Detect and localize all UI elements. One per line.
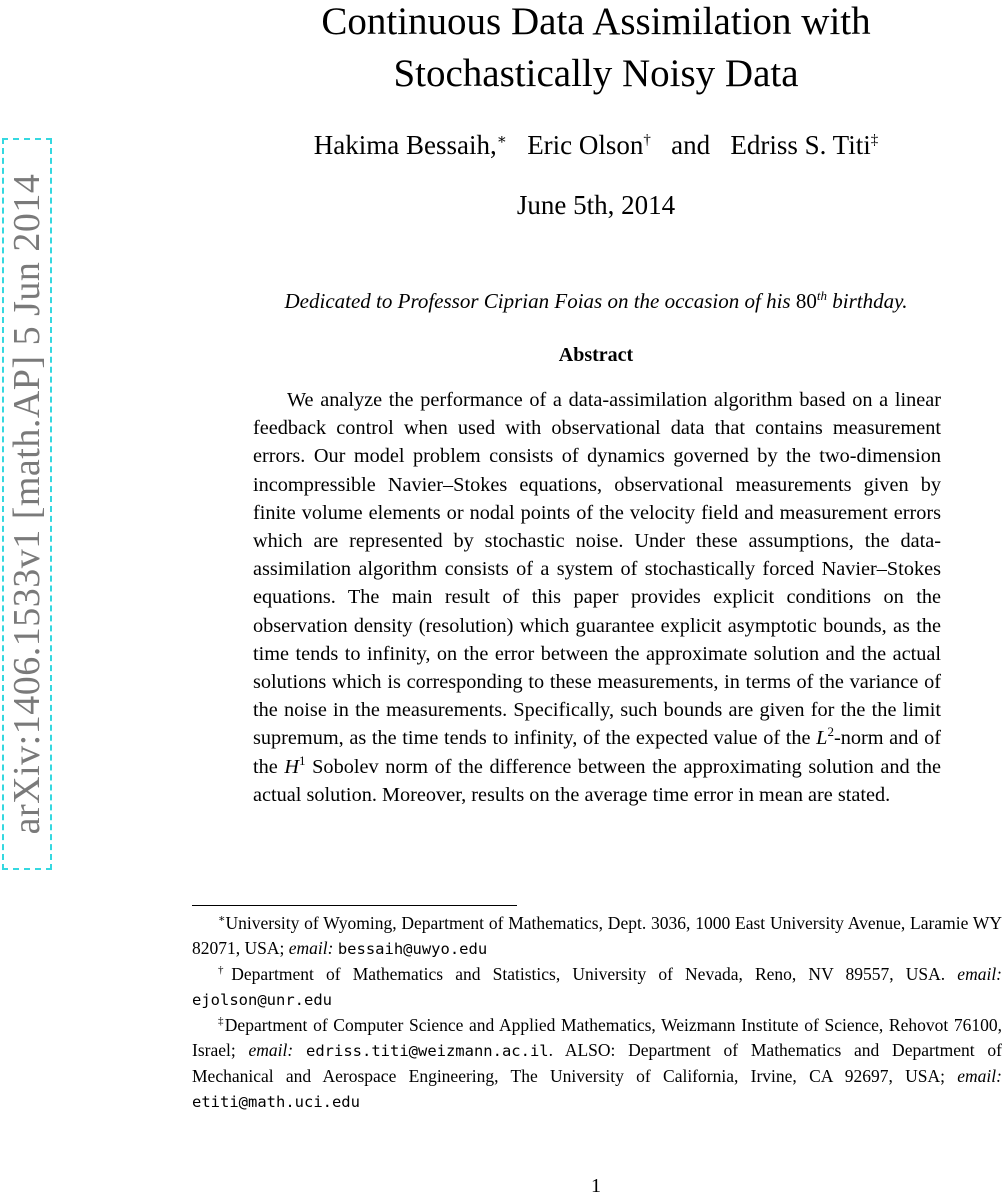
abstract-symbol-H: H bbox=[284, 755, 300, 778]
footnote-3-email[interactable]: edriss.titi@weizmann.ac.il bbox=[306, 1042, 549, 1060]
abstract-symbol-L: L bbox=[816, 727, 828, 750]
footnotes bbox=[192, 911, 1002, 1115]
footnote-3-text-2: . ALSO: Department of Mathematics and Department of Mechanical and Aerospace Engineering, The University of California, Irvine, CA 92697, USA; bbox=[192, 1040, 1003, 1086]
footnote-1-email[interactable]: bessaih@uwyo.edu bbox=[337, 940, 488, 958]
arxiv-stamp bbox=[2, 138, 52, 870]
footnote-3-email-label: email: bbox=[248, 1040, 294, 1060]
footnote-2-email-label: email: bbox=[957, 964, 1003, 984]
abstract-body bbox=[253, 386, 941, 809]
author-2-mark: † bbox=[643, 132, 651, 148]
author-3: Edriss S. Titi bbox=[730, 130, 871, 160]
dedication-ordinal: th bbox=[816, 288, 827, 303]
footnote-rule bbox=[192, 905, 517, 906]
arxiv-stamp-text: arXiv:1406.1533v1 [math.AP] 5 Jun 2014 bbox=[6, 173, 48, 835]
footnote-1-mark: ∗ bbox=[218, 913, 226, 926]
footnote-2-text: Department of Mathematics and Statistics, University of Nevada, Reno, NV 89557, USA. bbox=[231, 964, 958, 984]
footnote-2-email[interactable]: ejolson@unr.edu bbox=[192, 991, 332, 1009]
footnote-2 bbox=[192, 962, 1002, 1013]
abstract-text-2: -norm and of the bbox=[253, 727, 941, 778]
author-list bbox=[190, 130, 1002, 161]
dedication-tail: birthday. bbox=[826, 289, 908, 313]
dedication bbox=[190, 288, 1002, 314]
author-separator: and bbox=[671, 130, 711, 160]
footnote-1-text: University of Wyoming, Department of Mathematics, Dept. 3036, 1000 East University Avenue, Laramie WY 82071, USA; bbox=[192, 913, 1002, 958]
title-line-2: Stochastically Noisy Data bbox=[393, 52, 799, 95]
footnote-3 bbox=[192, 1013, 1002, 1115]
author-1-mark: ∗ bbox=[496, 132, 507, 148]
footnote-3-mark: ‡ bbox=[218, 1015, 225, 1028]
footnote-3-text: Department of Computer Science and Applied Mathematics, Weizmann Institute of Science, Rehovot 76100, Israel; bbox=[192, 1015, 1002, 1060]
title-line-1: Continuous Data Assimilation with bbox=[321, 0, 871, 43]
dedication-number: 80 bbox=[795, 289, 817, 313]
page-number: 1 bbox=[591, 1175, 601, 1197]
footnote-1-email-label: email: bbox=[288, 938, 334, 958]
footnote-3-email-label-2: email: bbox=[957, 1066, 1002, 1086]
author-3-mark: ‡ bbox=[870, 132, 879, 148]
abstract-symbol-L-exp: 2 bbox=[827, 724, 834, 740]
abstract-heading: Abstract bbox=[558, 344, 634, 366]
footnote-2-mark: † bbox=[218, 964, 232, 977]
footnote-3-email-2[interactable]: etiti@math.uci.edu bbox=[192, 1093, 360, 1111]
author-2: Eric Olson bbox=[527, 130, 644, 160]
dedication-text: Dedicated to Professor Ciprian Foias on the occasion of his bbox=[284, 289, 796, 313]
abstract-text-3: Sobolev norm of the difference between the approximating solution and the actual solution. Moreover, results on the average time error in mean are stated. bbox=[253, 755, 941, 806]
abstract-symbol-H-exp: 1 bbox=[299, 752, 306, 768]
author-1: Hakima Bessaih, bbox=[313, 130, 497, 160]
paper-title bbox=[190, 0, 1002, 100]
footnote-1 bbox=[192, 911, 1002, 962]
abstract-text-1: We analyze the performance of a data-assimilation algorithm based on a linear feedback control when used with observational data that contains measurement errors. Our model problem consists of dynamics governed by the two-dimension incompressible Navier–Stokes equations, observational measurements given by finite volume elements or nodal points of the velocity field and measurement errors which are represented by stochastic noise. Under these assumptions, the data-assimilation algorithm consists of a system of stochastically forced Navier–Stokes equations. The main result of this paper provides explicit conditions on the observation density (resolution) which guarantee explicit asymptotic bounds, as the time tends to infinity, on the error between the approximate solution and the actual solutions which is corresponding to these measurements, in terms of the variance of the noise in the measurements. Specifically, such bounds are given for the the limit supremum, as the time tends to infinity, of the expected value of the bbox=[253, 389, 941, 750]
paper-date: June 5th, 2014 bbox=[516, 190, 676, 220]
